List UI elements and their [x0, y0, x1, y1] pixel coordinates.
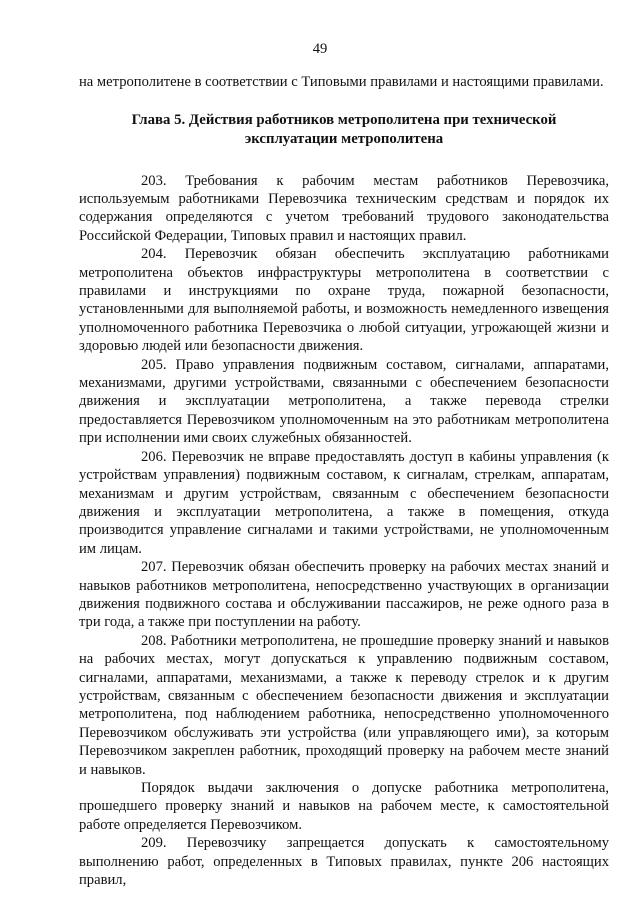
paragraph-203: 203. Требования к рабочим местам работников Перевозчика, используемым работниками Перевозчика техническим средствам и порядок их содержания определяются с учетом требований трудового законодательства Российской Федерации, Типовых правил и настоящих правил.: [79, 172, 609, 244]
chapter-title: [79, 111, 609, 148]
paragraph-206: 206. Перевозчик не вправе предоставлять доступ в кабины управления (к устройствам управления) подвижным составом, к сигналам, стрелкам, аппаратам, механизмам и другим устройствам, связанным с обеспечением безопасности движения и эксплуатации метрополитена, а также в помещения, откуда производится управление сигналами и такими устройствами, не уполномоченным им лицам.: [79, 448, 609, 557]
chapter-title-line-1: Глава 5. Действия работников метрополитена при технической: [131, 112, 557, 129]
paragraph-208-procedure: Порядок выдачи заключения о допуске работника метрополитена, прошедшего проверку знаний и навыков на рабочем месте, к самостоятельной работе определяется Перевозчиком.: [79, 780, 609, 833]
document-body: [79, 73, 609, 889]
chapter-title-line-2: эксплуатации метрополитена: [244, 131, 444, 147]
paragraph-204: 204. Перевозчик обязан обеспечить эксплуатацию работниками метрополитена объектов инфраструктуры метрополитена в соответствии с правилами и инструкциями по охране труда, пожарной безопасности, установленными для выполняемой работы, и возможность немедленного извещения уполномоченного работника Перевозчика о любой ситуации, угрожающей жизни и здоровью людей или безопасности движения.: [79, 246, 609, 355]
paragraph-205: 205. Право управления подвижным составом, сигналами, аппаратами, механизмами, другими устройствами, связанными с обеспечением безопасности движения и эксплуатации метрополитена, а также перевода стрелки предоставляется Перевозчиком уполномоченным на это работникам метрополитена при исполнении ими своих служебных обязанностей.: [79, 356, 609, 447]
paragraph-209: 209. Перевозчику запрещается допускать к самостоятельному выполнению работ, определенных в Типовых правилах, пункте 206 настоящих правил,: [79, 835, 609, 889]
paragraph-207: 207. Перевозчик обязан обеспечить проверку на рабочих местах знаний и навыков работников метрополитена, непосредственно участвующих в организации движения подвижного состава и обслуживании пассажиров, не реже одного раза в три года, а также при поступлении на работу.: [79, 559, 609, 631]
page-number: 49: [312, 41, 328, 57]
paragraph-208: 208. Работники метрополитена, не прошедшие проверку знаний и навыков на рабочих местах, могут допускаться к управлению подвижным составом, сигналами, аппаратами, механизмами, а также к переводу стрелок и к другим устройствам, связанным с обеспечением безопасности движения и эксплуатации метрополитена, под наблюдением работника, непосредственно уполномоченного Перевозчиком обслуживать эти устройства (или управляющего ими), за которым Перевозчиком закреплен работник, проходящий проверку на рабочем месте знаний и навыков.: [79, 632, 609, 778]
continuation-paragraph: на метрополитене в соответствии с Типовыми правилами и настоящими правилами.: [79, 74, 604, 90]
